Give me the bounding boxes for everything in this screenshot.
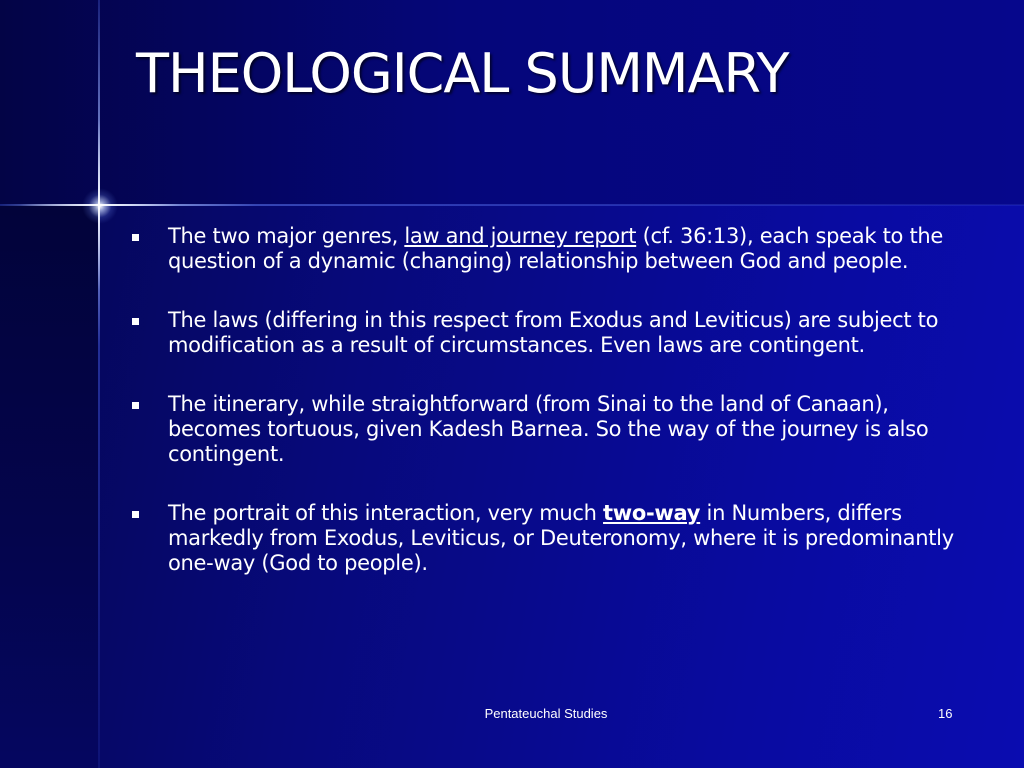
footer-course-title: Pentateuchal Studies <box>484 706 608 721</box>
bullet-item-portrait <box>130 501 960 576</box>
vertical-accent-line <box>98 0 100 768</box>
emphasized-phrase: two-way <box>603 501 701 525</box>
bullet-list <box>130 224 960 610</box>
square-bullet-icon <box>132 511 139 518</box>
square-bullet-icon <box>132 318 139 325</box>
bullet-item-laws <box>130 308 960 358</box>
bullet-text: The itinerary, while straightforward (from Sinai to the land of Canaan), becomes tortuous, given Kadesh Barnea. So the way of the journey is also contingent. <box>168 392 929 466</box>
bullet-text: (cf. 36:13), each speak to the question of a dynamic (changing) relationship between God and people. <box>168 224 944 273</box>
square-bullet-icon <box>132 234 139 241</box>
bullet-text: in Numbers, differs markedly from Exodus, Leviticus, or Deuteronomy, where it is predominantly one-way (God to people). <box>168 501 954 575</box>
bullet-item-itinerary <box>130 392 960 467</box>
slide-number: 16 <box>938 706 953 721</box>
left-background-band <box>0 205 98 768</box>
bullet-text: The two major genres, <box>168 224 405 248</box>
slide-title: THEOLOGICAL SUMMARY <box>136 42 789 105</box>
bullet-text: The portrait of this interaction, very much <box>168 501 604 525</box>
sparkle-star-icon <box>82 188 118 224</box>
sparkle-ray-horizontal <box>20 204 180 206</box>
square-bullet-icon <box>132 402 139 409</box>
bullet-text: The laws (differing in this respect from Exodus and Leviticus) are subject to modification as a result of circumstances. Even laws are contingent. <box>168 308 939 357</box>
underlined-phrase: law and journey report <box>404 224 637 248</box>
bullet-item-genres <box>130 224 960 274</box>
